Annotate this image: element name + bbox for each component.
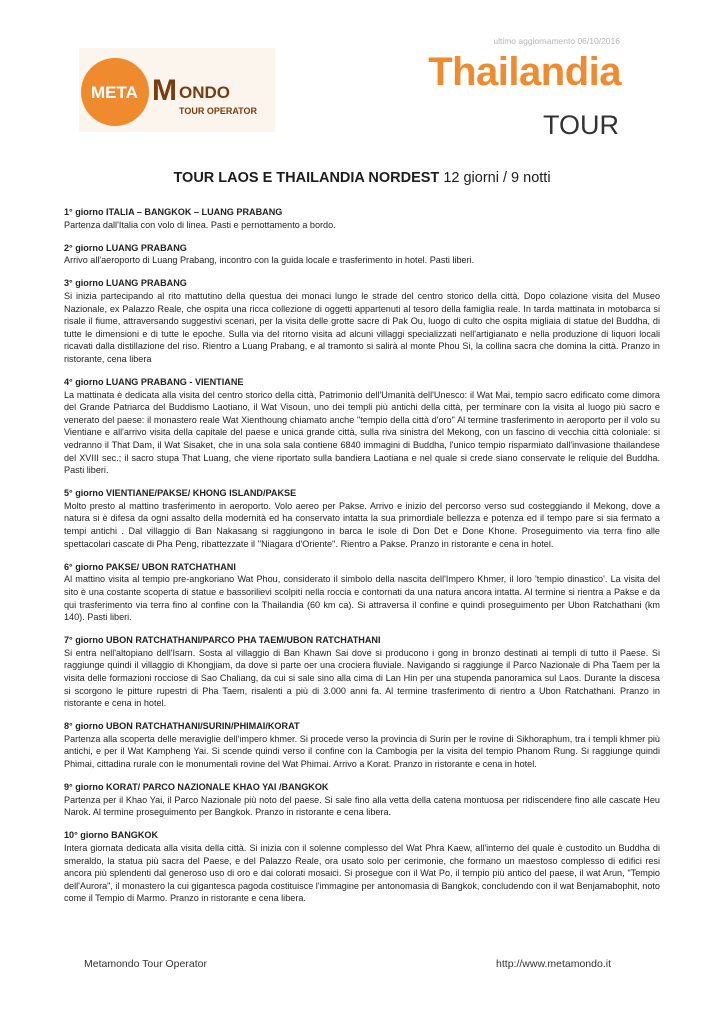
day-text: La mattinata è dedicata alla visita del centro storico della città, Patrimonio dell'Umanità dell'Unesco: il Wat Mai, tempio sacro edificato come dimora del Grande Patriarca del Buddismo Laotiano, il Wat Visoun, uno dei templi più antichi della città, per terminare con la visita al luogo più sacro e venerato del paese: il monastero reale Wat Xienthoung chiamato anche "tempio della città d'oro" Al termine trasferimento in aeroporto per il volo su Vientiane e all'arrivo visita della capitale del paese e unica grande città, sulla riva sinistra del Mekong, con un fascino di vecchia città coloniale: si vedranno il That Dam, il Wat Sisaket, che in una sola sala contiene 6840 immagini di Buddha, l'unico tempio risparmiato dall'invasione thailandese del XVIII sec.; il sacro stupa That Luang, che viene riportato sulla bandiera Laotiana e nel quale si crede siano conservate le reliquie del Buddha. Pasti liberi. xyxy=(64,389,660,476)
logo-sub-text: TOUR OPERATOR xyxy=(179,106,258,116)
day-2 xyxy=(64,242,660,267)
day-heading: 3° giorno LUANG PRABANG xyxy=(64,278,187,289)
metamondo-logo xyxy=(79,48,275,132)
day-text: Intera giornata dedicata alla visita della città. Si inizia con il solenne complesso del Wat Phra Kaew, all'interno del quale è custodito un Buddha di smeraldo, la statua più sacra del Paese, e del Palazzo Reale, ora usato solo per cerimonie, che formano un maestoso complesso di edifici resi ancora più splendenti dal generoso uso di oro e dai colorati mosaici. Si prosegue con il Wat Po, il tempio più antico del paese, il wat Arun, "Tempio dell'Aurora", il monastero la cui gigantesca pagoda costituisce l'immagine per antonomasia di Bangkok, concludendo con il wat Benjamabophit, noto come il Tempio di Marmo. Pranzo in ristorante e cena libera. xyxy=(64,843,660,904)
day-10 xyxy=(64,829,660,905)
day-4 xyxy=(64,376,660,477)
document-title xyxy=(0,170,724,186)
day-text: Arrivo all'aeroporto di Luang Prabang, incontro con la guida locale e trasferimento in hotel. Pasti liberi. xyxy=(64,255,475,266)
day-heading: 4° giorno LUANG PRABANG - VIENTIANE xyxy=(64,377,244,388)
day-3 xyxy=(64,277,660,365)
country-title: Thailandia xyxy=(428,50,621,94)
day-5 xyxy=(64,487,660,550)
day-text: Al mattino visita al tempio pre-angkoriano Wat Phou, considerato il simbolo della nascita dell'Impero Khmer, il loro 'tempio dinastico'. La visita del sito è una costante scoperta di statue e bassorilievi scolpiti nella roccia e contornati da una natura ancora intatta. Al termine si rientra a Pakse e da qui trasferimento via terra fino al confine con la Thailandia (60 km ca). Si attraversa il confine e quindi proseguimento per Ubon Ratchathani (km 140). Pasti liberi. xyxy=(64,574,660,623)
footer-website-link[interactable]: http://www.metamondo.it xyxy=(496,958,611,970)
day-heading: 10° giorno BANGKOK xyxy=(64,830,159,841)
day-heading: 6° giorno PAKSE/ UBON RATCHATHANI xyxy=(64,561,236,572)
page-footer xyxy=(84,958,611,970)
day-heading: 8° giorno UBON RATCHATHANI/SURIN/PHIMAI/KORAT xyxy=(64,721,300,732)
day-text: Molto presto al mattino trasferimento in aeroporto. Volo aereo per Pakse. Arrivo e inizio del percorso verso sud costeggiando il Mekong, dove a natura si è difesa da ogni assalto della modernità ed ha conservato intatta la sua primordiale bellezza e potenza ed il tempo pare si sia fermato a tempi antichi . Dal villaggio di Ban Nakasang si raggiungono in barca le isole di Don Det e Done Khone. Proseguimento via terra fino alle spettacolari cascate di Pha Peng, ribattezzate il ''Niagara d'Oriente''. Rientro a Pakse. Pranzo in ristorante e cena in hotel. xyxy=(64,500,660,549)
logo-meta-text: META xyxy=(91,83,138,102)
title-duration: 12 giorni / 9 notti xyxy=(443,170,551,186)
day-text: Partenza per il Khao Yai, il Parco Nazionale più noto del paese. Si sale fino alla vetta della catena montuosa per ridiscendere fino alle cascate Heu Narok. Al termine proseguimento per Bangkok. Pranzo in ristorante e cena libera. xyxy=(64,794,660,818)
footer-company: Metamondo Tour Operator xyxy=(84,958,207,970)
day-8 xyxy=(64,720,660,770)
last-update: ultimo aggiornamento 06/10/2016 xyxy=(493,36,620,46)
day-text: Partenza dall'Italia con volo di linea. Pasti e pernottamento a bordo. xyxy=(64,219,336,230)
day-heading: 9° giorno KORAT/ PARCO NAZIONALE KHAO YAI /BANGKOK xyxy=(64,782,329,793)
itinerary xyxy=(64,206,660,916)
day-9 xyxy=(64,781,660,819)
day-7 xyxy=(64,634,660,710)
day-1 xyxy=(64,206,660,231)
day-heading: 7° giorno UBON RATCHATHANI/PARCO PHA TAEM/UBON RATCHATHANI xyxy=(64,635,381,646)
title-main: TOUR LAOS E THAILANDIA NORDEST xyxy=(173,170,440,186)
day-6 xyxy=(64,561,660,624)
day-text: Si entra nell'altopiano dell'Isarn. Sosta al villaggio di Ban Khawn Sai dove si producono i gong in bronzo destinati ai templi di tutto il Paese. Si raggiunge quindi il villaggio di Khongjiam, da dove si parte oer una crociera fluviale. Navigando si raggiunge il Parco Nazionale di Pha Taem per la visita delle formazioni rocciose di Sao Chaliang, da cui si sale sino alla cima di Lan Hin per una stupenda panoramica sul Laos. Durante la discesa si scorgono le pitture rupestri di Pha Taem, risalenti a più di 3.000 anni fa. Al termine trasferimento di rientro a Ubon Ratchathani. Pranzo in ristorante e cena in hotel. xyxy=(64,647,660,709)
logo-mondo-text: ONDO xyxy=(179,83,230,102)
day-text: Si inizia partecipando al rito mattutino della questua dei monaci lungo le strade del centro storico della città. Dopo colazione visita del Museo Nazionale, ex Palazzo Reale, che ospita una ricca collezione di oggetti appartenuti al tesoro della famiglia reale. In tarda mattinata in motobarca si risale il fiume, attraversando suggestivi scenari, per la visita delle grotte sacre di Pak Ou, luogo di culto che ospita migliaia di statue del Buddha, di tutte le dimensioni e di tutte le epoche. Sulla via del ritorno visita ad alcuni villaggi specializzati nell'artigianato e nella produzione di liquori locali ricavati dalla distillazione del riso. Rientro a Luang Prabang, e al tramonto si salirà al monte Phou Si, la collina sacra che domina la città. Pranzo in ristorante, cena libera xyxy=(64,290,660,364)
day-heading: 2° giorno LUANG PRABANG xyxy=(64,242,187,253)
day-heading: 1° giorno ITALIA – BANGKOK – LUANG PRABANG xyxy=(64,207,283,217)
day-heading: 5° giorno VIENTIANE/PAKSE/ KHONG ISLAND/PAKSE xyxy=(64,488,297,499)
day-text: Partenza alla scoperta delle meraviglie dell'impero khmer. Si procede verso la provincia di Surin per le rovine di Sikhoraphum, tra i templi khmer più antichi, e per il Wat Kampheng Yai. Si scende quindi verso il confine con la Cambogia per la visita del tempio Phanom Rung. Si raggiunge quindi Phimai, cittadina rurale con le monumentali rovine del Wat Phimai. Arrivo a Korat. Pranzo in ristorante e cena in hotel. xyxy=(64,733,660,770)
tour-subtitle: TOUR xyxy=(542,110,619,140)
logo-m-text: M xyxy=(152,74,177,107)
